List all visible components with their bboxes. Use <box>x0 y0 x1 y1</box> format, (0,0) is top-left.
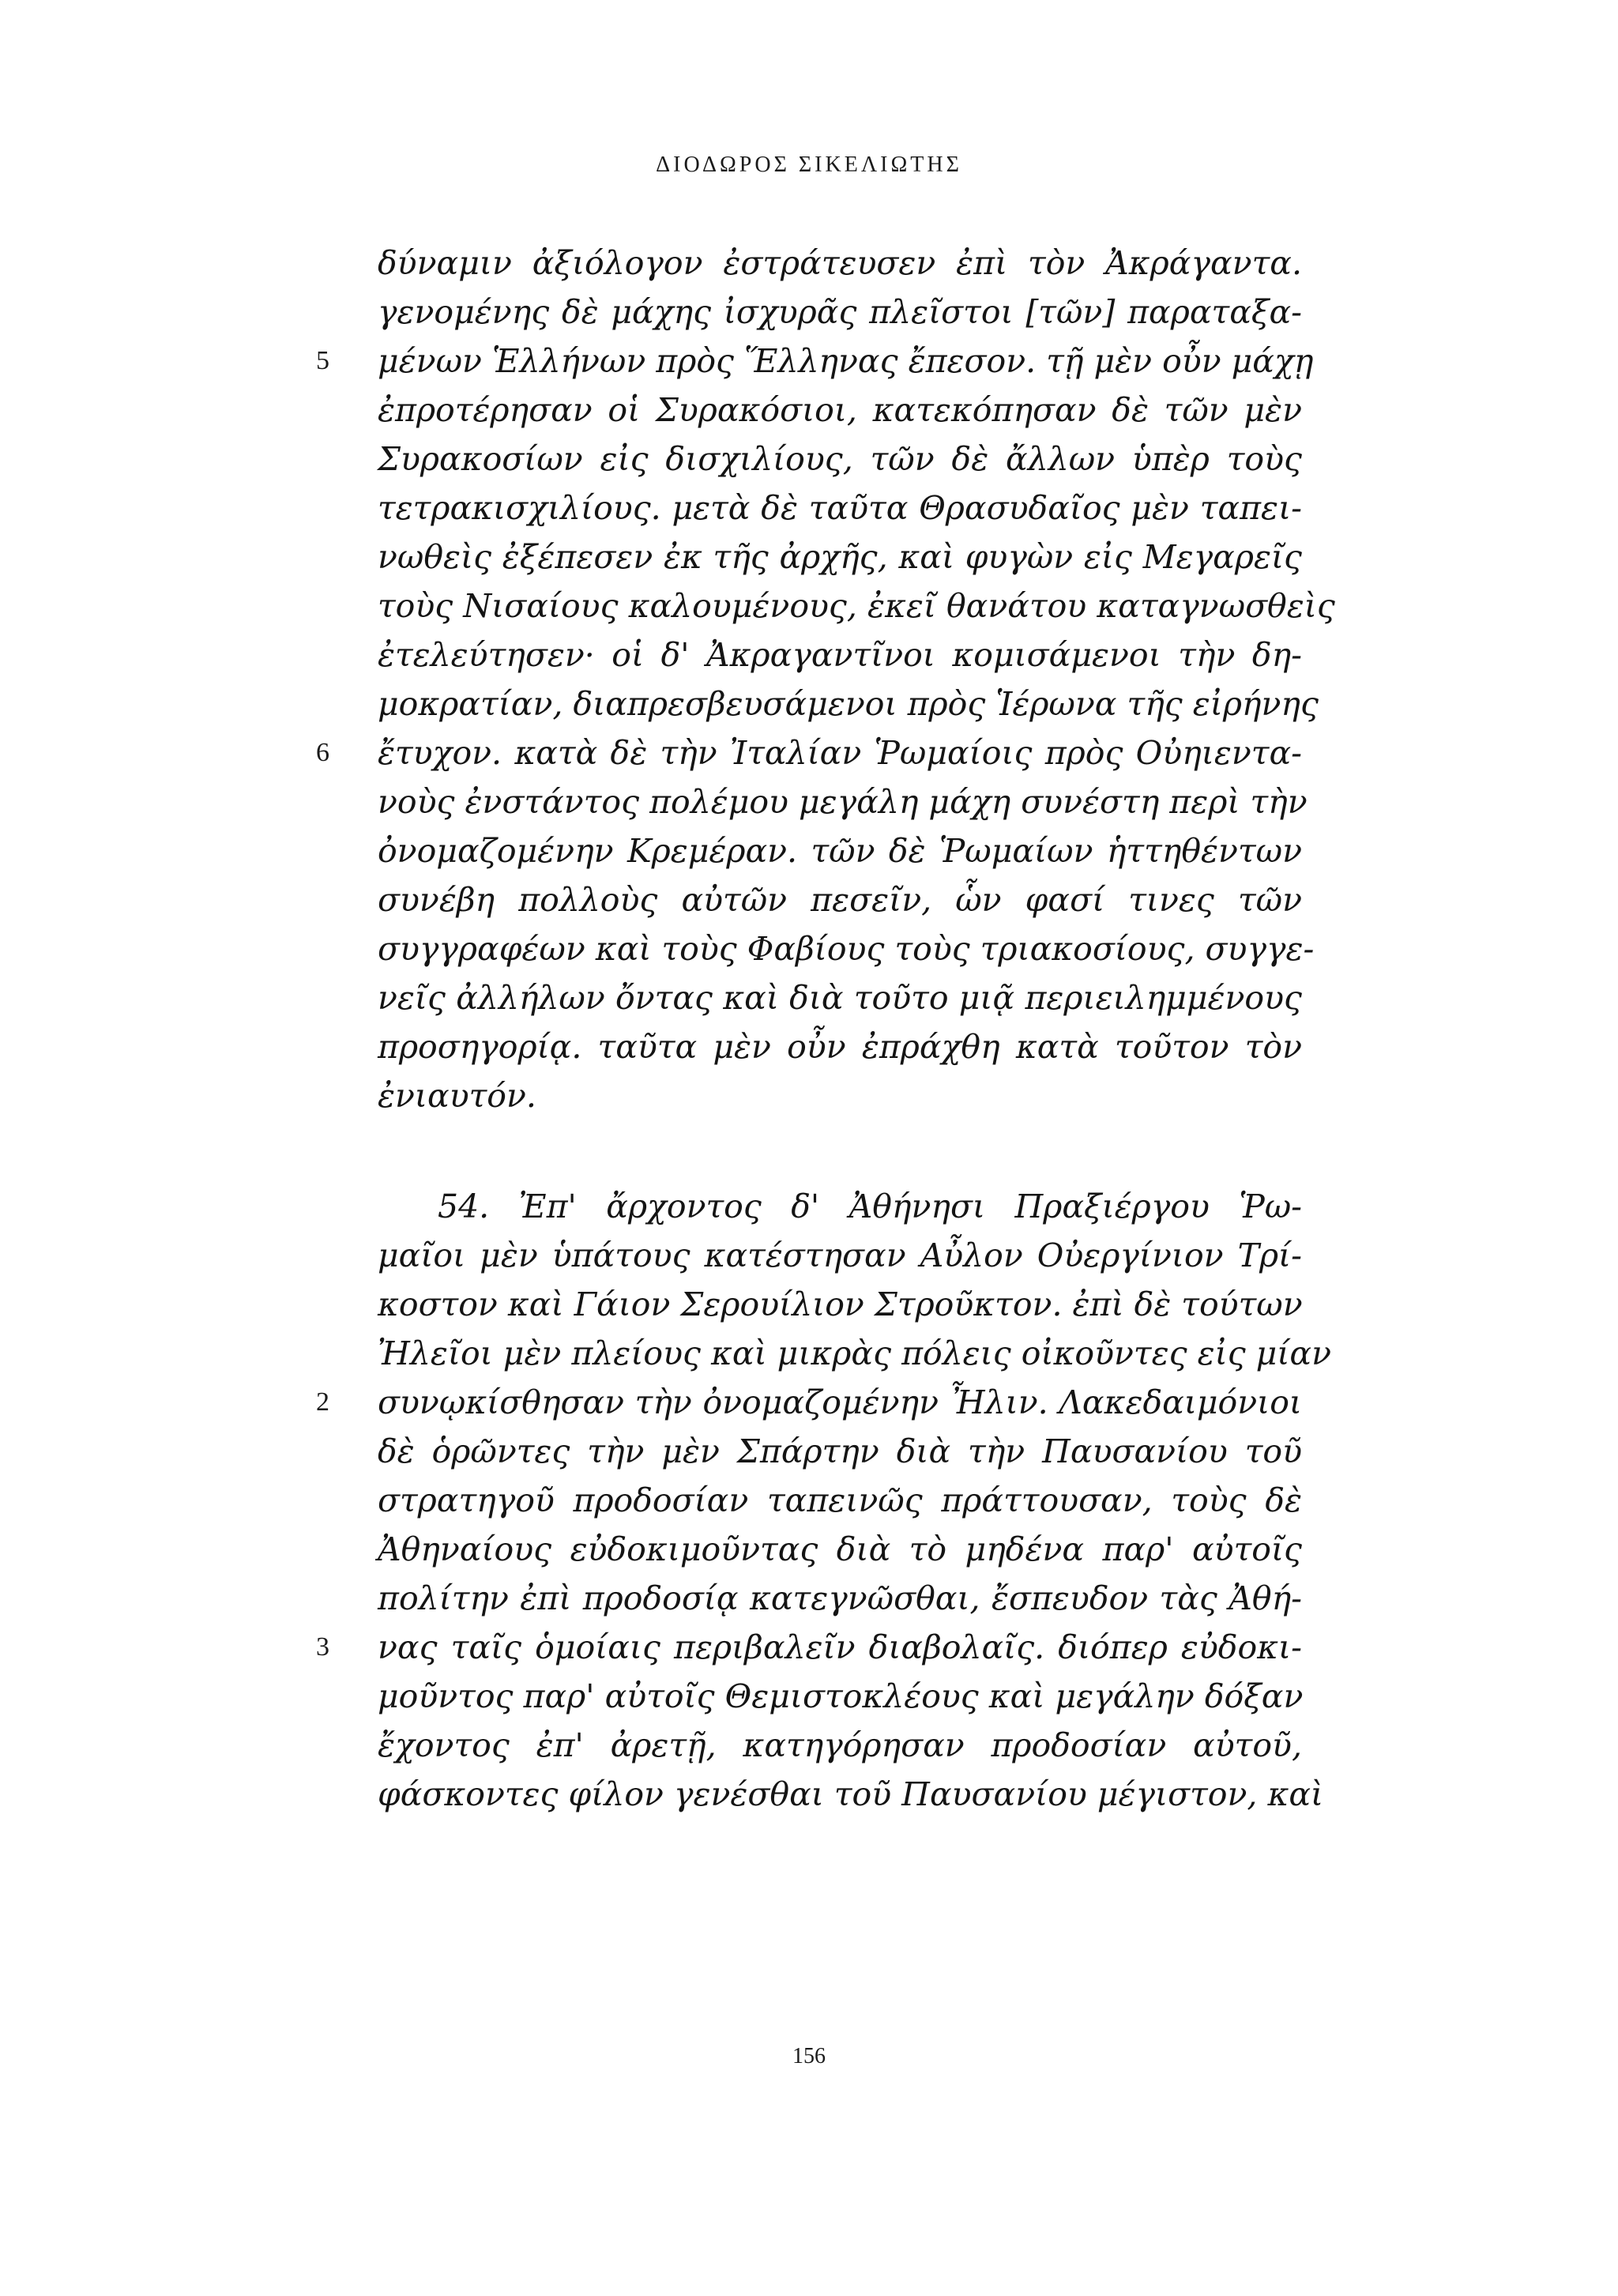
line-text: ἐπροτέρησαν οἱ Συρακόσιοι, κατεκόπησαν δὲ τῶν μὲν <box>378 391 1302 429</box>
text-line <box>378 1280 1302 1329</box>
text-line <box>378 582 1335 630</box>
line-text: ὀνομαζομένην Κρεμέραν. τῶν δὲ Ῥωμαίων ἡττηθέντων <box>378 832 1302 870</box>
text-line <box>378 630 1302 679</box>
text-line <box>378 875 1302 924</box>
line-text: συνῳκίσθησαν τὴν ὀνομαζομένην Ἦλιν. Λακεδαιμόνιοι <box>378 1383 1302 1421</box>
section-number: 5 <box>316 346 329 375</box>
line-text: πολίτην ἐπὶ προδοσίᾳ κατεγνῶσθαι, ἔσπευδον τὰς Ἀθή- <box>378 1579 1302 1617</box>
text-line <box>378 239 1302 288</box>
running-head: ΔΙΟΔΩΡΟΣ ΣΙΚΕΛΙΩΤΗΣ <box>656 152 962 177</box>
text-line <box>378 924 1315 973</box>
line-text: δύναμιν ἀξιόλογον ἐστράτευσεν ἐπὶ τὸν Ἀκράγαντα. <box>378 244 1302 282</box>
line-text: μοκρατίαν, διαπρεσβευσάμενοι πρὸς Ἱέρωνα τῆς εἰρήνης <box>378 685 1319 723</box>
line-text: ἐτελεύτησεν· οἱ δ' Ἀκραγαντῖνοι κομισάμενοι τὴν δη- <box>378 636 1302 674</box>
line-text: ἔτυχον. κατὰ δὲ τὴν Ἰταλίαν Ῥωμαίοις πρὸς Οὐηιεντα- <box>378 734 1302 772</box>
text-line <box>316 337 1314 386</box>
line-text: στρατηγοῦ προδοσίαν ταπεινῶς πράττουσαν, τοὺς δὲ <box>378 1481 1302 1519</box>
text-line <box>378 1574 1302 1623</box>
line-text: νεῖς ἀλλήλων ὄντας καὶ διὰ τοῦτο μιᾷ περιειλημμένους <box>378 979 1302 1017</box>
line-text: μοῦντος παρ' αὐτοῖς Θεμιστοκλέους καὶ μεγάλην δόξαν <box>378 1677 1304 1715</box>
text-line <box>378 1231 1302 1280</box>
text-line <box>378 435 1302 484</box>
paragraph <box>316 239 1335 1120</box>
text-line <box>378 533 1302 582</box>
line-text: προσηγορίᾳ. ταῦτα μὲν οὖν ἐπράχθη κατὰ τοῦτον τὸν <box>378 1028 1302 1066</box>
body-text <box>316 239 1335 1819</box>
line-text: Συρακοσίων εἰς δισχιλίους, τῶν δὲ ἄλλων ὑπὲρ τοὺς <box>378 440 1302 478</box>
page-number: 156 <box>792 2044 826 2068</box>
line-text: ἐνιαυτόν. <box>378 1077 536 1115</box>
line-text: νοὺς ἐνστάντος πολέμου μεγάλη μάχη συνέστη περὶ τὴν <box>378 783 1308 821</box>
text-line <box>378 826 1302 875</box>
line-text: Ἠλεῖοι μὲν πλείους καὶ μικρὰς πόλεις οἰκοῦντες εἰς μίαν <box>378 1334 1332 1372</box>
line-text: 54. Ἐπ' ἄρχοντος δ' Ἀθήνησι Πραξιέργου Ῥω- <box>438 1188 1302 1225</box>
section-number: 3 <box>316 1632 329 1662</box>
text-line <box>316 1623 1302 1672</box>
line-text: δὲ ὁρῶντες τὴν μὲν Σπάρτην διὰ τὴν Παυσανίου τοῦ <box>378 1432 1302 1470</box>
section-number: 2 <box>316 1387 329 1417</box>
text-line <box>378 1672 1302 1721</box>
text-line <box>378 1329 1332 1378</box>
text-line <box>378 1071 1302 1120</box>
text-line <box>378 1525 1302 1574</box>
text-line <box>378 1182 1302 1231</box>
line-text: τοὺς Νισαίους καλουμένους, ἐκεῖ θανάτου καταγνωσθεὶς <box>378 587 1335 625</box>
text-line <box>378 679 1319 728</box>
text-line <box>316 1378 1302 1427</box>
line-text: γενομένης δὲ μάχης ἰσχυρᾶς πλεῖστοι [τῶν] παραταξα- <box>378 293 1302 331</box>
text-line <box>378 777 1308 826</box>
text-line <box>378 484 1302 533</box>
text-line <box>378 1770 1324 1819</box>
text-line <box>378 1427 1302 1476</box>
line-text: νας ταῖς ὁμοίαις περιβαλεῖν διαβολαῖς. διόπερ εὐδοκι- <box>378 1628 1302 1666</box>
line-text: μένων Ἑλλήνων πρὸς Ἕλληνας ἔπεσον. τῇ μὲν οὖν μάχῃ <box>378 342 1314 380</box>
line-text: συνέβη πολλοὺς αὐτῶν πεσεῖν, ὧν φασί τινες τῶν <box>378 881 1302 919</box>
text-line <box>378 973 1302 1022</box>
text-line <box>378 1721 1302 1770</box>
line-text: τετρακισχιλίους. μετὰ δὲ ταῦτα Θρασυδαῖος μὲν ταπει- <box>378 489 1302 527</box>
text-line <box>316 728 1302 777</box>
text-line <box>378 288 1302 337</box>
text-line <box>378 1476 1302 1525</box>
paragraph-spacer <box>378 1120 1302 1182</box>
section-number: 6 <box>316 738 329 767</box>
line-text: κοστον καὶ Γάιον Σερουίλιον Στροῦκτον. ἐπὶ δὲ τούτων <box>378 1285 1303 1323</box>
line-text: Ἀθηναίους εὐδοκιμοῦντας διὰ τὸ μηδένα παρ' αὐτοῖς <box>378 1530 1302 1568</box>
line-text: συγγραφέων καὶ τοὺς Φαβίους τοὺς τριακοσίους, συγγε- <box>378 930 1315 968</box>
paragraph <box>316 1182 1332 1819</box>
line-text: ἔχοντος ἐπ' ἀρετῇ, κατηγόρησαν προδοσίαν αὐτοῦ, <box>378 1726 1302 1764</box>
line-text: φάσκοντες φίλον γενέσθαι τοῦ Παυσανίου μέγιστον, καὶ <box>378 1775 1324 1813</box>
text-line <box>378 386 1302 435</box>
line-text: νωθεὶς ἐξέπεσεν ἐκ τῆς ἀρχῆς, καὶ φυγὼν εἰς Μεγαρεῖς <box>378 538 1302 576</box>
text-line <box>378 1022 1302 1071</box>
line-text: μαῖοι μὲν ὑπάτους κατέστησαν Αὖλον Οὐεργίνιον Τρί- <box>378 1236 1302 1274</box>
